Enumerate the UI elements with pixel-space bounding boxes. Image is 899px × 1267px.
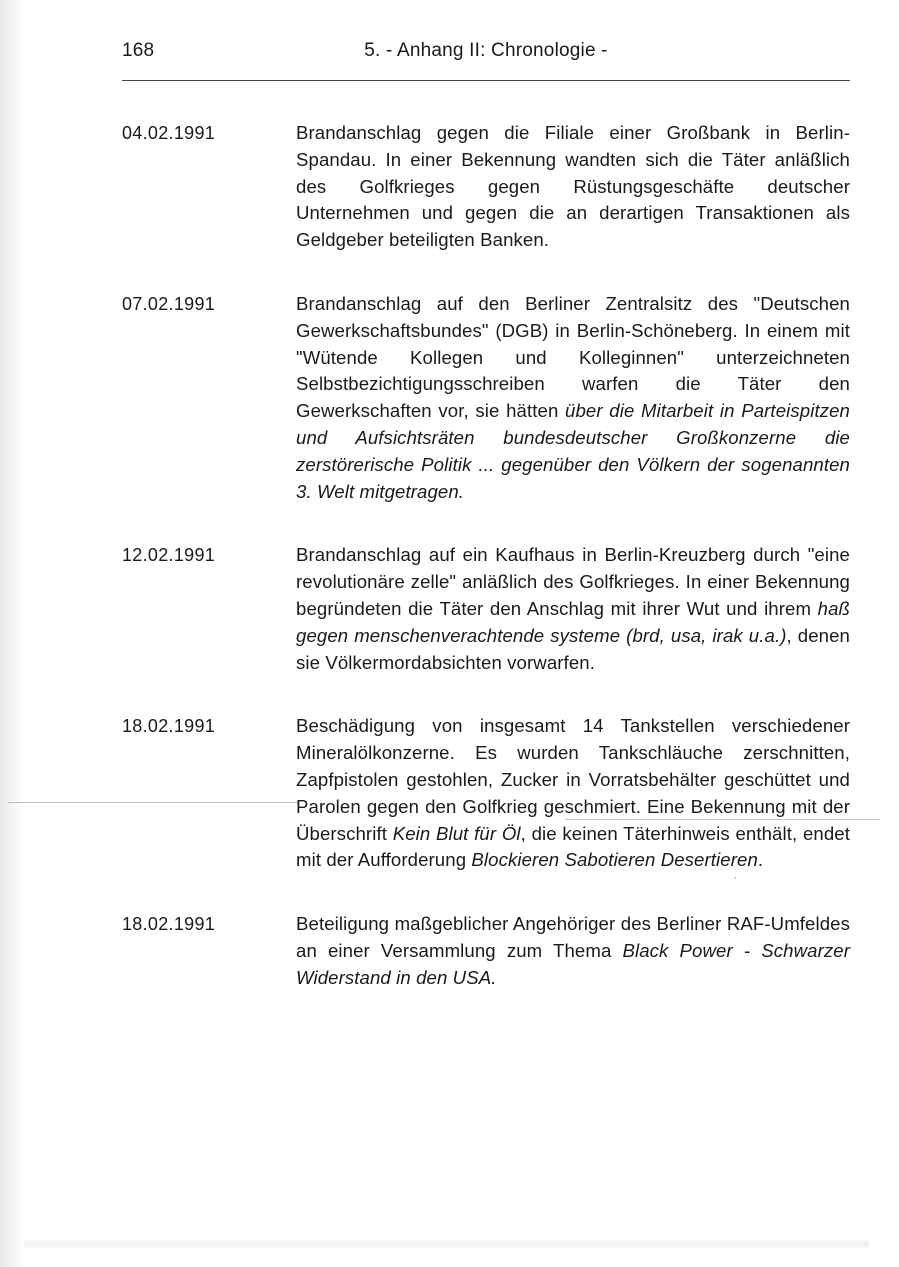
entry-text-segment: Brandanschlag auf ein Kaufhaus in Berlin-Kreuzberg durch "eine revolutionäre zelle" anläßlich des Golfkrieges. In einer Bekennung begründeten die Täter den Anschlag mit ihrer Wut und ihrem (296, 544, 850, 619)
chronology-entries (122, 120, 850, 1029)
scan-bottom-shading (24, 1238, 869, 1250)
entry-text-italic: Black Power - Schwarzer Widerstand in den USA. (296, 939, 850, 988)
entry-text-segment: Beteiligung maßgeblicher Angehöriger des Berliner RAF-Umfeldes an einer Versammlung zum Thema (296, 913, 850, 961)
entry-date: 18.02.1991 (122, 716, 216, 737)
entry-text (296, 291, 850, 505)
entry-text (296, 713, 850, 874)
running-title: 5. - Anhang II: Chronologie - (364, 40, 608, 61)
chronology-entry (122, 911, 850, 991)
entry-date: 18.02.1991 (122, 914, 216, 935)
entry-text-italic: haß gegen menschenverachtende systeme (brd, usa, irak u.a.) (296, 597, 850, 646)
chronology-entry (122, 542, 850, 676)
page-header (122, 40, 850, 70)
entry-text-segment: Brandanschlag gegen die Filiale einer Großbank in Berlin-Spandau. In einer Bekennung wandten sich die Täter anläßlich des Golfkrieges gegen Rüstungsgeschäfte deutscher Unternehmen und gegen die an derartigen Transaktionen als Geldgeber beteiligten Banken. (296, 122, 850, 251)
entry-text-segment: . (757, 849, 764, 871)
entry-date: 04.02.1991 (122, 123, 216, 143)
scan-edge-shading (0, 0, 24, 1267)
entry-text-segment: Brandanschlag auf den Berliner Zentralsitz des "Deutschen Gewerkschaftsbundes" (DGB) in Berlin-Schöneberg. In einem mit "Wütende Kollegen und Kolleginnen" unterzeichneten Selbstbezichtigungsschreiben warfen die Täter den Gewerkschaften vor, sie hätten (296, 292, 850, 422)
chronology-entry (122, 713, 850, 874)
header-rule (122, 80, 850, 81)
entry-text-italic: Blockieren Sabotieren Desertieren (471, 849, 758, 871)
entry-text-segment: Beschädigung von insgesamt 14 Tankstellen verschiedener Mineralölkonzerne. Es wurden Tankschläuche zerschnitten, Zapfpistolen gestohlen, Zucker in Vorratsbehälter geschüttet und Parolen gegen den Golfkrieg geschmiert. Eine Bekennung mit der Überschrift (296, 715, 850, 844)
entry-text (296, 542, 850, 676)
chronology-entry (122, 120, 850, 254)
entry-text-segment: , denen sie Völkermordabsichten vorwarfen. (296, 624, 850, 673)
entry-date: 12.02.1991 (122, 545, 216, 566)
entry-text-segment: , die keinen Täterhinweis enthält, endet mit der Aufforderung (296, 822, 850, 871)
entry-date: 07.02.1991 (122, 293, 216, 314)
entry-text (296, 120, 850, 254)
page-number: 168 (122, 40, 155, 61)
entry-text-italic: Kein Blut für Öl (392, 822, 521, 844)
entry-text-italic: über die Mitarbeit in Parteispitzen und Aufsichtsräten bundesdeutscher Großkonzerne die zerstörerische Politik ... gegenüber den Völkern der sogenannten 3. Welt mitgetragen. (296, 400, 850, 502)
chronology-entry (122, 291, 850, 505)
entry-text (296, 911, 850, 991)
